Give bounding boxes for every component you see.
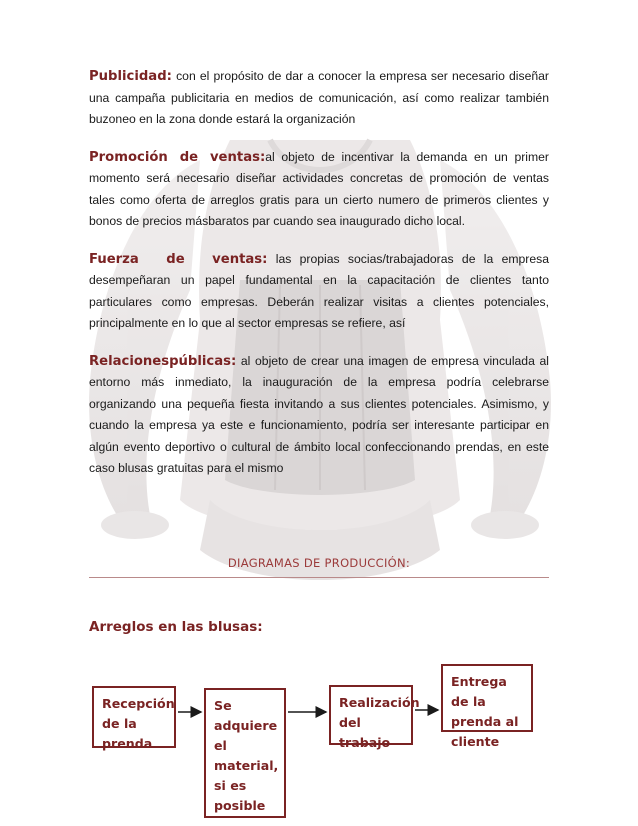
flow-step-realizacion: Realización del trabajo (329, 685, 413, 745)
term-fuerza: Fuerza de ventas: (89, 251, 268, 267)
term-promocion: Promoción de ventas: (89, 149, 266, 165)
subheading-arreglos: Arreglos en las blusas: (89, 619, 263, 635)
flow-step-recepcion: Recepción de la prenda (92, 686, 176, 748)
text-promocion: al objeto de incentivar la demanda en un primer momento será necesario diseñar actividades concretas de promoción de ventas tales como oferta de arreglos gratis para un cierto numero de primeros clientes y bonos de precios másbaratos par cuando sea inaugurado dicho local. (89, 149, 549, 228)
flow-step-entrega: Entrega de la prenda al cliente (441, 664, 533, 732)
flow-step-material: Se adquiere el material, si es posible (204, 688, 286, 818)
text-relaciones: al objeto de crear una imagen de empresa vinculada al entorno más inmediato, la inauguración de la empresa podría celebrarse organizando una pequeña fiesta invitando a sus clientes potenciales. Asimismo, y cuando la empresa ya este e funcionamiento, podría ser interesante participar en algún evento deportivo o cultural de ámbito local confeccionando prendas, en este caso blusas gratuitas para el mismo (89, 353, 549, 475)
term-relaciones: Relacionespúblicas: (89, 353, 237, 369)
section-title: DIAGRAMAS DE PRODUCCIÓN: (227, 556, 411, 570)
term-publicidad: Publicidad: (89, 69, 172, 84)
text-publicidad: con el propósito de dar a conocer la empresa ser necesario diseñar una campaña publicitaria en medios de comunicación, así como realizar también buzoneo en la zona donde estará la organización (89, 69, 549, 126)
text-fuerza: las propias socias/trabajadoras de la empresa desempeñaran un papel fundamental en la capacitación de clientes tanto particulares como empresas. Deberán realizar visitas a clientes potenciales, principalmente en lo que al sector empresas se refiere, así (89, 251, 549, 330)
